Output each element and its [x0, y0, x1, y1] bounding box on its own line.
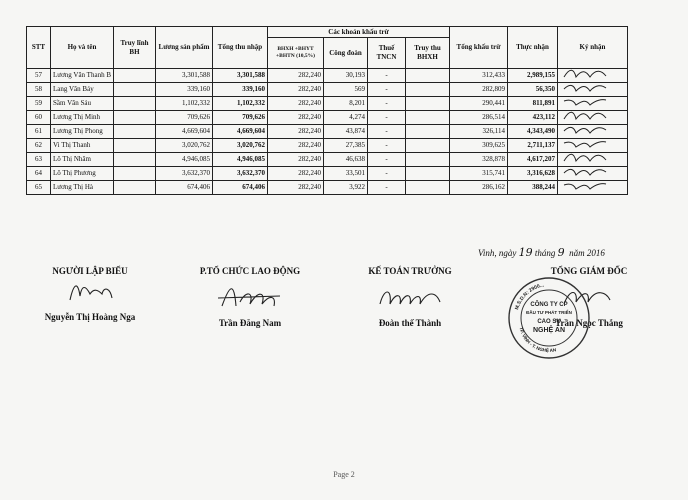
handwritten-signature	[560, 153, 620, 166]
cell-total-income: 4,946,085	[212, 153, 267, 167]
cell-total-deduction: 312,433	[449, 69, 507, 83]
handwritten-signature	[560, 111, 620, 124]
cell-net: 388,244	[507, 181, 557, 195]
cell-name: Lô Thị Phương	[51, 167, 114, 181]
svg-text:TP. VINH - T. NGHỆ AN: TP. VINH - T. NGHỆ AN	[518, 326, 557, 354]
signatory-name: Nguyễn Thị Hoàng Nga	[44, 312, 136, 322]
handwritten-signature	[560, 125, 620, 138]
cell-signature	[557, 153, 627, 167]
table-row	[27, 97, 628, 111]
handwritten-signature	[210, 276, 290, 316]
cell-total-deduction: 326,114	[449, 125, 507, 139]
cell-signature	[557, 167, 627, 181]
cell-stt: 60	[27, 111, 51, 125]
date-month-label: tháng	[534, 248, 556, 258]
cell-net: 56,350	[507, 83, 557, 97]
date-prefix: Vinh, ngày	[478, 248, 517, 258]
cell-tax: -	[367, 83, 405, 97]
cell-union: 33,501	[323, 167, 367, 181]
header-signature: Ký nhận	[557, 27, 627, 69]
cell-product-salary: 3,020,762	[155, 139, 212, 153]
svg-text:NGHỆ AN: NGHỆ AN	[532, 327, 566, 334]
date-line	[478, 246, 605, 259]
cell-union: 43,874	[323, 125, 367, 139]
header-union: Công đoàn	[323, 38, 367, 69]
cell-bhxh-recovery	[405, 111, 449, 125]
header-insurance: BHXH +BHYT +BHTN (10,5%)	[267, 38, 323, 69]
handwritten-signature	[560, 97, 620, 110]
cell-bhxh-recovery	[405, 97, 449, 111]
signatory-role: TỔNG GIÁM ĐỐC	[550, 266, 628, 276]
signatory-labor-dept	[190, 266, 310, 328]
cell-insurance: 282,240	[267, 139, 323, 153]
handwritten-signature	[60, 276, 120, 310]
cell-net: 2,711,137	[507, 139, 557, 153]
payroll-table	[26, 26, 628, 195]
signatory-role: KẾ TOÁN TRƯỞNG	[368, 266, 452, 276]
cell-name: Lương Văn Thanh B	[51, 69, 114, 83]
cell-product-salary: 3,301,588	[155, 69, 212, 83]
cell-total-deduction: 290,441	[449, 97, 507, 111]
date-day: 19	[518, 246, 533, 259]
cell-signature	[557, 139, 627, 153]
cell-name: Lang Văn Bảy	[51, 83, 114, 97]
cell-net: 2,989,155	[507, 69, 557, 83]
signatory-name: Đoàn thế Thành	[378, 318, 442, 328]
signatory-name: Trần Đăng Nam	[218, 318, 282, 328]
cell-bhxh-recovery	[405, 83, 449, 97]
cell-tax: -	[367, 139, 405, 153]
cell-name: Lương Thị Minh	[51, 111, 114, 125]
cell-name: Vi Thị Thanh	[51, 139, 114, 153]
cell-bhxh-recovery	[405, 125, 449, 139]
header-stt: STT	[27, 27, 51, 69]
cell-union: 3,922	[323, 181, 367, 195]
payroll-rows	[27, 69, 628, 195]
cell-union: 8,201	[323, 97, 367, 111]
svg-text:CÔNG TY CP: CÔNG TY CP	[530, 302, 568, 308]
cell-tax: -	[367, 97, 405, 111]
table-row	[27, 111, 628, 125]
table-row	[27, 167, 628, 181]
cell-total-deduction: 315,741	[449, 167, 507, 181]
cell-product-salary: 339,160	[155, 83, 212, 97]
svg-text:CAO SU: CAO SU	[537, 319, 561, 325]
cell-insurance-recovery	[113, 153, 155, 167]
signatory-preparer	[30, 266, 150, 322]
cell-insurance: 282,240	[267, 153, 323, 167]
cell-union: 4,274	[323, 111, 367, 125]
signatory-role: P.TỔ CHỨC LAO ĐỘNG	[199, 266, 301, 276]
cell-product-salary: 1,102,332	[155, 97, 212, 111]
cell-total-deduction: 286,162	[449, 181, 507, 195]
cell-insurance: 282,240	[267, 69, 323, 83]
handwritten-signature	[560, 139, 620, 152]
handwritten-signature	[560, 69, 620, 82]
header-deductions-group: Các khoản khấu trừ	[267, 27, 449, 38]
cell-signature	[557, 125, 627, 139]
cell-total-income: 1,102,332	[212, 97, 267, 111]
cell-union: 30,193	[323, 69, 367, 83]
table-row	[27, 153, 628, 167]
cell-stt: 63	[27, 153, 51, 167]
table-row	[27, 83, 628, 97]
svg-text:M.S.D.N: 2900...: M.S.D.N: 2900...	[514, 282, 545, 311]
cell-product-salary: 4,946,085	[155, 153, 212, 167]
cell-tax: -	[367, 111, 405, 125]
cell-stt: 62	[27, 139, 51, 153]
handwritten-signature	[370, 276, 450, 316]
svg-text:ĐẦU TƯ PHÁT TRIỂN: ĐẦU TƯ PHÁT TRIỂN	[526, 310, 572, 315]
cell-insurance-recovery	[113, 139, 155, 153]
cell-insurance-recovery	[113, 125, 155, 139]
signatory-name: Trần Ngọc Thắng	[555, 318, 623, 328]
cell-total-income: 3,301,588	[212, 69, 267, 83]
cell-name: Sầm Văn Sáu	[51, 97, 114, 111]
cell-product-salary: 3,632,370	[155, 167, 212, 181]
cell-total-income: 4,669,604	[212, 125, 267, 139]
cell-net: 423,112	[507, 111, 557, 125]
cell-union: 569	[323, 83, 367, 97]
cell-net: 811,891	[507, 97, 557, 111]
date-month: 9	[557, 246, 565, 259]
header-total-income: Tổng thu nhập	[212, 27, 267, 69]
cell-union: 46,638	[323, 153, 367, 167]
cell-net: 4,343,490	[507, 125, 557, 139]
cell-stt: 61	[27, 125, 51, 139]
table-row	[27, 181, 628, 195]
cell-tax: -	[367, 167, 405, 181]
date-year: năm 2016	[569, 248, 605, 258]
header-tax: Thuế TNCN	[367, 38, 405, 69]
header-insurance-recovery: Truy lĩnh BH	[113, 27, 155, 69]
cell-tax: -	[367, 69, 405, 83]
handwritten-signature	[560, 167, 620, 180]
cell-union: 27,385	[323, 139, 367, 153]
cell-bhxh-recovery	[405, 69, 449, 83]
cell-stt: 59	[27, 97, 51, 111]
cell-insurance-recovery	[113, 69, 155, 83]
cell-signature	[557, 111, 627, 125]
cell-stt: 57	[27, 69, 51, 83]
cell-insurance: 282,240	[267, 83, 323, 97]
cell-bhxh-recovery	[405, 181, 449, 195]
header-bhxh-recovery: Truy thu BHXH	[405, 38, 449, 69]
company-seal	[507, 276, 591, 360]
header-total-deduction: Tổng khấu trừ	[449, 27, 507, 69]
table-row	[27, 139, 628, 153]
cell-total-deduction: 282,809	[449, 83, 507, 97]
signatory-chief-accountant	[350, 266, 470, 328]
cell-total-deduction: 328,878	[449, 153, 507, 167]
cell-total-income: 339,160	[212, 83, 267, 97]
handwritten-signature	[560, 181, 620, 194]
table-row	[27, 125, 628, 139]
cell-insurance: 282,240	[267, 125, 323, 139]
cell-signature	[557, 69, 627, 83]
cell-total-income: 3,020,762	[212, 139, 267, 153]
table-row	[27, 69, 628, 83]
cell-insurance: 282,240	[267, 111, 323, 125]
cell-product-salary: 4,669,604	[155, 125, 212, 139]
cell-bhxh-recovery	[405, 153, 449, 167]
cell-insurance-recovery	[113, 181, 155, 195]
cell-stt: 65	[27, 181, 51, 195]
cell-name: Lương Thị Phong	[51, 125, 114, 139]
cell-total-income: 3,632,370	[212, 167, 267, 181]
signatory-role: NGƯỜI LẬP BIỂU	[52, 266, 128, 276]
cell-stt: 58	[27, 83, 51, 97]
cell-tax: -	[367, 125, 405, 139]
cell-total-deduction: 286,514	[449, 111, 507, 125]
cell-tax: -	[367, 153, 405, 167]
cell-insurance: 282,240	[267, 167, 323, 181]
cell-total-income: 709,626	[212, 111, 267, 125]
cell-signature	[557, 97, 627, 111]
header-product-salary: Lương sản phẩm	[155, 27, 212, 69]
cell-signature	[557, 83, 627, 97]
cell-tax: -	[367, 181, 405, 195]
cell-name: Lương Thị Hà	[51, 181, 114, 195]
cell-net: 4,617,207	[507, 153, 557, 167]
page-number: Page 2	[333, 470, 355, 479]
cell-net: 3,316,628	[507, 167, 557, 181]
cell-name: Lô Thị Nhâm	[51, 153, 114, 167]
header-name: Họ và tên	[51, 27, 114, 69]
cell-bhxh-recovery	[405, 139, 449, 153]
cell-signature	[557, 181, 627, 195]
cell-product-salary: 674,406	[155, 181, 212, 195]
cell-total-income: 674,406	[212, 181, 267, 195]
cell-bhxh-recovery	[405, 167, 449, 181]
cell-insurance: 282,240	[267, 97, 323, 111]
cell-insurance-recovery	[113, 83, 155, 97]
header-net: Thực nhận	[507, 27, 557, 69]
cell-product-salary: 709,626	[155, 111, 212, 125]
handwritten-signature	[560, 83, 620, 96]
cell-insurance-recovery	[113, 111, 155, 125]
cell-insurance-recovery	[113, 97, 155, 111]
cell-insurance-recovery	[113, 167, 155, 181]
cell-stt: 64	[27, 167, 51, 181]
cell-total-deduction: 309,625	[449, 139, 507, 153]
cell-insurance: 282,240	[267, 181, 323, 195]
